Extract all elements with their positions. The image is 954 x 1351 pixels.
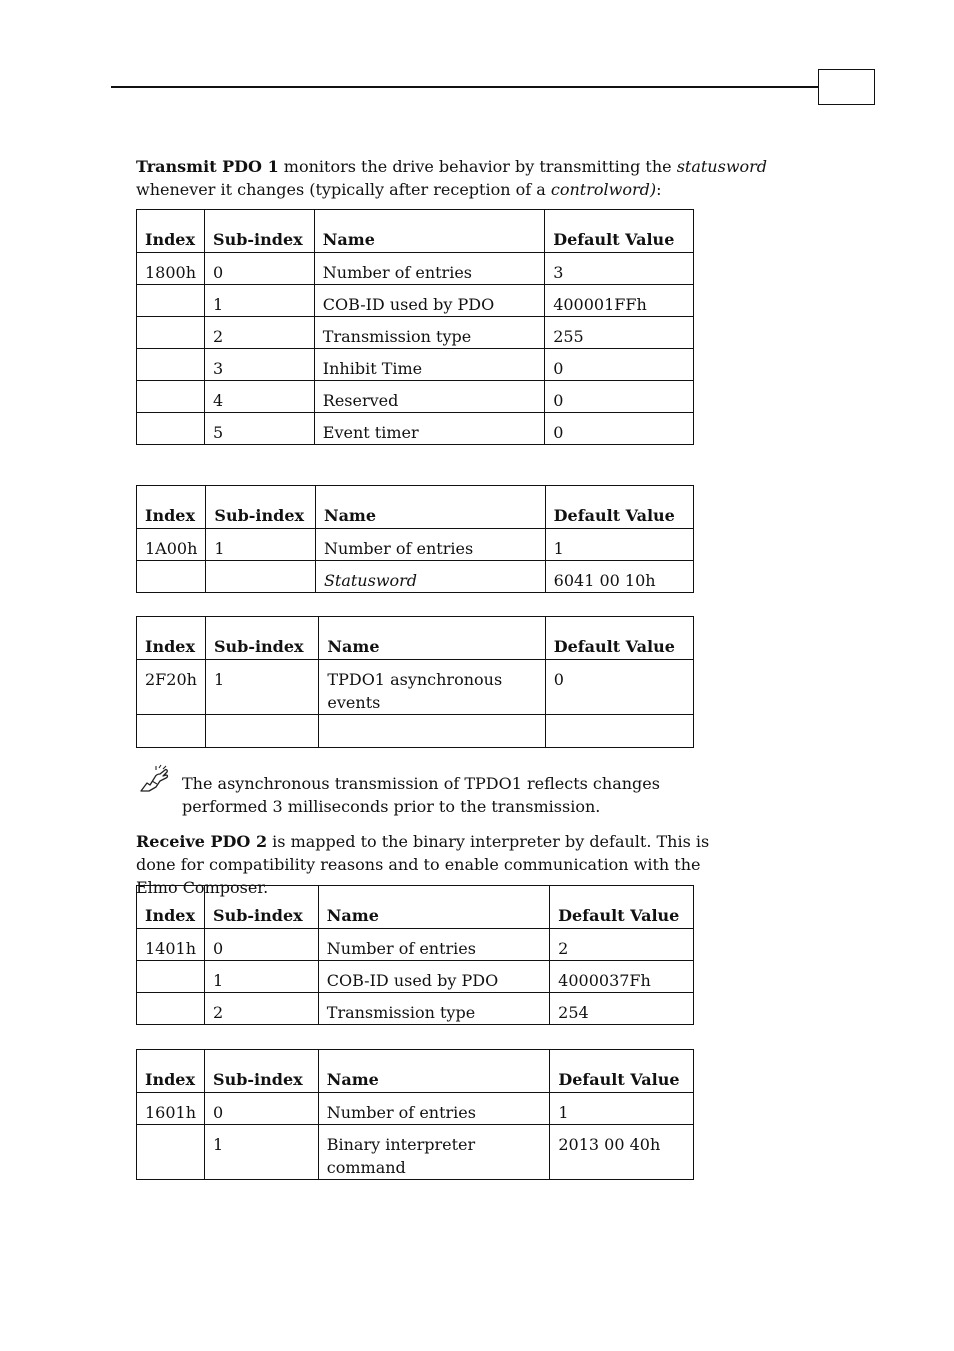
header-default-value: Default Value (550, 1050, 694, 1093)
table-row (137, 1093, 694, 1125)
table-row (137, 715, 694, 748)
table-header-row (137, 617, 694, 660)
cell-name: Statusword (315, 561, 545, 593)
table-header-row (137, 886, 694, 929)
header-sub-index: Sub-index (205, 1050, 319, 1093)
receive-lead: Receive PDO 2 (136, 832, 268, 851)
cell-default-value: 255 (545, 317, 694, 349)
cell-index: 2F20h (137, 660, 206, 715)
table-rpdo2-mapping (136, 1049, 694, 1180)
header-default-value: Default Value (545, 617, 693, 660)
intro-text-1: monitors the drive behavior by transmitting the (278, 157, 677, 176)
cell-sub-index: 0 (205, 253, 315, 285)
cell-name: COB-ID used by PDO (314, 285, 544, 317)
cell-name: Inhibit Time (314, 349, 544, 381)
cell-sub-index: 2 (205, 993, 319, 1025)
cell-default-value: 2013 00 40h (550, 1125, 694, 1180)
table-tpdo1-comm (136, 209, 694, 445)
cell-default-value: 6041 00 10h (545, 561, 693, 593)
cell-default-value: 2 (550, 929, 694, 961)
cell-name: Transmission type (318, 993, 549, 1025)
table-header-row (137, 486, 694, 529)
cell-name: Number of entries (314, 253, 544, 285)
cell-index (137, 715, 206, 748)
header-name: Name (318, 1050, 550, 1093)
header-default-value: Default Value (545, 210, 694, 253)
header-sub-index: Sub-index (205, 210, 315, 253)
note-text: The asynchronous transmission of TPDO1 reflects changes performed 3 milliseconds prior to the transmission. (182, 774, 660, 816)
header-sub-index: Sub-index (205, 617, 318, 660)
cell-index: 1601h (137, 1093, 205, 1125)
cell-sub-index: 5 (205, 413, 315, 445)
cell-sub-index: 1 (205, 1125, 319, 1180)
header-name: Name (319, 617, 545, 660)
cell-name: Number of entries (318, 1093, 550, 1125)
cell-name: Number of entries (315, 529, 545, 561)
header-index: Index (137, 617, 206, 660)
cell-default-value: 254 (550, 993, 694, 1025)
table-rpdo2-comm (136, 885, 694, 1025)
cell-default-value: 0 (545, 660, 693, 715)
header-index: Index (137, 1050, 205, 1093)
cell-sub-index: 0 (205, 929, 319, 961)
cell-index (137, 961, 205, 993)
header-index: Index (137, 886, 205, 929)
intro-text-2: whenever it changes (typically after reception of a (136, 180, 551, 199)
table-row (137, 1125, 694, 1180)
cell-index: 1800h (137, 253, 205, 285)
cell-sub-index (206, 561, 316, 593)
cell-index: 1401h (137, 929, 205, 961)
table-row (137, 413, 694, 445)
table-row (137, 317, 694, 349)
cell-name: Binary interpreter command (318, 1125, 550, 1180)
cell-default-value: 1 (545, 529, 693, 561)
cell-sub-index: 1 (205, 285, 315, 317)
table-header-row (137, 1050, 694, 1093)
cell-sub-index: 1 (206, 529, 316, 561)
cell-sub-index: 3 (205, 349, 315, 381)
note-hand-icon (138, 764, 170, 794)
header-default-value: Default Value (545, 486, 693, 529)
cell-sub-index (205, 715, 318, 748)
cell-default-value (545, 715, 693, 748)
header-sub-index: Sub-index (205, 886, 319, 929)
header-name: Name (318, 886, 549, 929)
cell-name: Reserved (314, 381, 544, 413)
cell-name: COB-ID used by PDO (318, 961, 549, 993)
intro-paragraph (136, 155, 826, 201)
intro-statusword: statusword (676, 157, 768, 176)
table-row (137, 961, 694, 993)
cell-default-value: 3 (545, 253, 694, 285)
table-row (137, 529, 694, 561)
cell-default-value: 0 (545, 349, 694, 381)
intro-text-3: : (656, 180, 662, 199)
cell-sub-index: 0 (205, 1093, 319, 1125)
cell-name: Number of entries (318, 929, 549, 961)
cell-default-value: 0 (545, 381, 694, 413)
cell-index (137, 285, 205, 317)
cell-index (137, 1125, 205, 1180)
table-row (137, 349, 694, 381)
table-row (137, 660, 694, 715)
cell-name (319, 715, 545, 748)
cell-index (137, 993, 205, 1025)
intro-lead: Transmit PDO 1 (136, 157, 279, 176)
cell-sub-index: 4 (205, 381, 315, 413)
cell-default-value: 400001FFh (545, 285, 694, 317)
table-row (137, 381, 694, 413)
header-rule (111, 86, 819, 88)
cell-index (137, 561, 206, 593)
header-name: Name (314, 210, 544, 253)
receive-text: is mapped to the binary interpreter by default. This is done for compatibility reasons and to enable communication with the Elmo Composer. (136, 832, 710, 897)
cell-sub-index: 1 (205, 660, 318, 715)
header-sub-index: Sub-index (206, 486, 316, 529)
cell-default-value: 4000037Fh (550, 961, 694, 993)
header-default-value: Default Value (550, 886, 694, 929)
header-name: Name (315, 486, 545, 529)
cell-name: Event timer (314, 413, 544, 445)
cell-index (137, 349, 205, 381)
table-row (137, 993, 694, 1025)
table-row (137, 561, 694, 593)
table-row (137, 285, 694, 317)
cell-sub-index: 1 (205, 961, 319, 993)
table-tpdo1-async (136, 616, 694, 748)
cell-name: TPDO1 asynchronous events (319, 660, 545, 715)
table-row (137, 253, 694, 285)
cell-name: Transmission type (314, 317, 544, 349)
cell-index (137, 381, 205, 413)
cell-default-value: 0 (545, 413, 694, 445)
table-row (137, 929, 694, 961)
cell-default-value: 1 (550, 1093, 694, 1125)
cell-index (137, 317, 205, 349)
header-index: Index (137, 210, 205, 253)
cell-sub-index: 2 (205, 317, 315, 349)
table-tpdo1-mapping (136, 485, 694, 593)
header-index: Index (137, 486, 206, 529)
table-header-row (137, 210, 694, 253)
cell-index: 1A00h (137, 529, 206, 561)
cell-index (137, 413, 205, 445)
intro-controlword: controlword) (550, 180, 657, 199)
page-number-box (818, 69, 875, 105)
